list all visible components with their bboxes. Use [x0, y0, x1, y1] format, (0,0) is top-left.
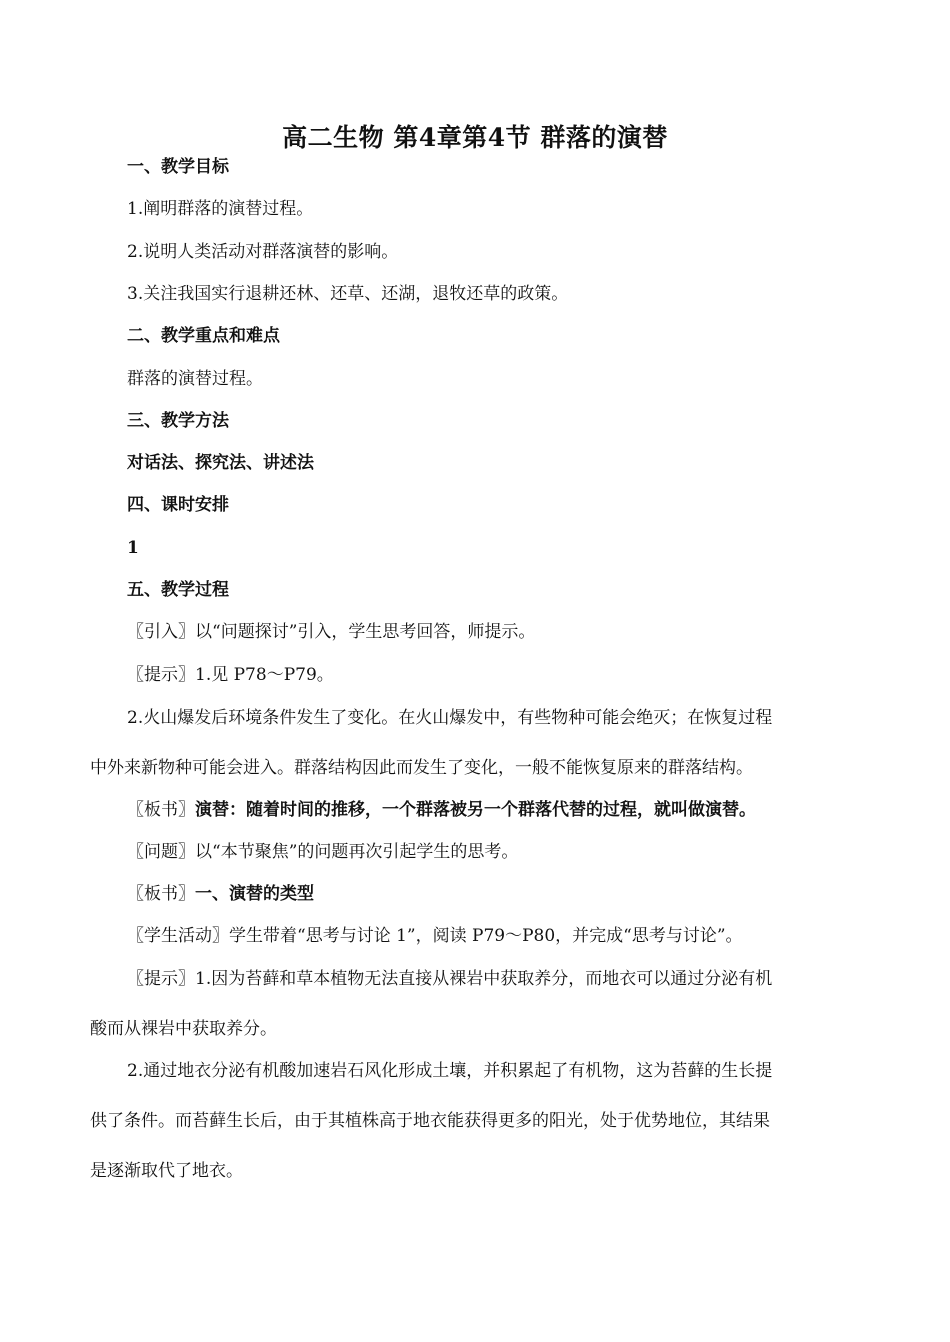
board-note-types-heading: 一、演替的类型 [195, 884, 314, 904]
process-hint-1: 〖提示〗1.见 P78～P79。 [127, 665, 334, 685]
student-activity: 〖学生活动〗学生带着“思考与讨论 1”，阅读 P79～P80，并完成“思考与讨论”。 [127, 926, 743, 946]
process-hint-2-line-1: 2.火山爆发后环境条件发生了变化。在火山爆发中，有些物种可能会绝灭；在恢复过程 [127, 708, 773, 728]
schedule-text: 1 [127, 538, 139, 558]
section-heading-methods: 三、教学方法 [127, 411, 229, 431]
process-hint-moss-line-2: 供了条件。而苔藓生长后，由于其植株高于地衣能获得更多的阳光，处于优势地位，其结果 [90, 1111, 770, 1131]
objective-item-1: 1.阐明群落的演替过程。 [127, 199, 314, 219]
process-hint-moss-line-3: 是逐渐取代了地衣。 [90, 1161, 243, 1181]
board-note-prefix: 〖板书〗 [127, 800, 195, 820]
objective-item-3: 3.关注我国实行退耕还林、还草、还湖，退牧还草的政策。 [127, 284, 569, 304]
section-heading-key-points: 二、教学重点和难点 [127, 326, 280, 346]
section-heading-objectives: 一、教学目标 [127, 157, 229, 177]
process-hint-2-line-2: 中外来新物种可能会进入。群落结构因此而发生了变化，一般不能恢复原来的群落结构。 [90, 758, 753, 778]
process-question: 〖问题〗以“本节聚焦”的问题再次引起学生的思考。 [127, 842, 519, 862]
process-intro: 〖引入〗以“问题探讨”引入，学生思考回答，师提示。 [127, 622, 536, 642]
board-note-types-prefix: 〖板书〗 [127, 884, 195, 904]
key-points-text: 群落的演替过程。 [127, 369, 263, 389]
process-hint-moss-line-1: 2.通过地衣分泌有机酸加速岩石风化形成土壤，并积累起了有机物，这为苔藓的生长提 [127, 1061, 773, 1081]
objective-item-2: 2.说明人类活动对群落演替的影响。 [127, 242, 399, 262]
board-note-definition: 演替：随着时间的推移，一个群落被另一个群落代替的过程，就叫做演替。 [195, 800, 756, 820]
process-hint-lichen-line-1: 〖提示〗1.因为苔藓和草本植物无法直接从裸岩中获取养分，而地衣可以通过分泌有机 [127, 969, 773, 989]
process-hint-lichen-line-2: 酸而从裸岩中获取养分。 [90, 1019, 277, 1039]
section-heading-process: 五、教学过程 [127, 580, 229, 600]
section-heading-schedule: 四、课时安排 [127, 495, 229, 515]
document-title: 高二生物 第4章第4节 群落的演替 [282, 123, 668, 152]
methods-text: 对话法、探究法、讲述法 [127, 453, 314, 473]
board-note-types [127, 882, 314, 906]
board-note-succession [127, 798, 756, 822]
